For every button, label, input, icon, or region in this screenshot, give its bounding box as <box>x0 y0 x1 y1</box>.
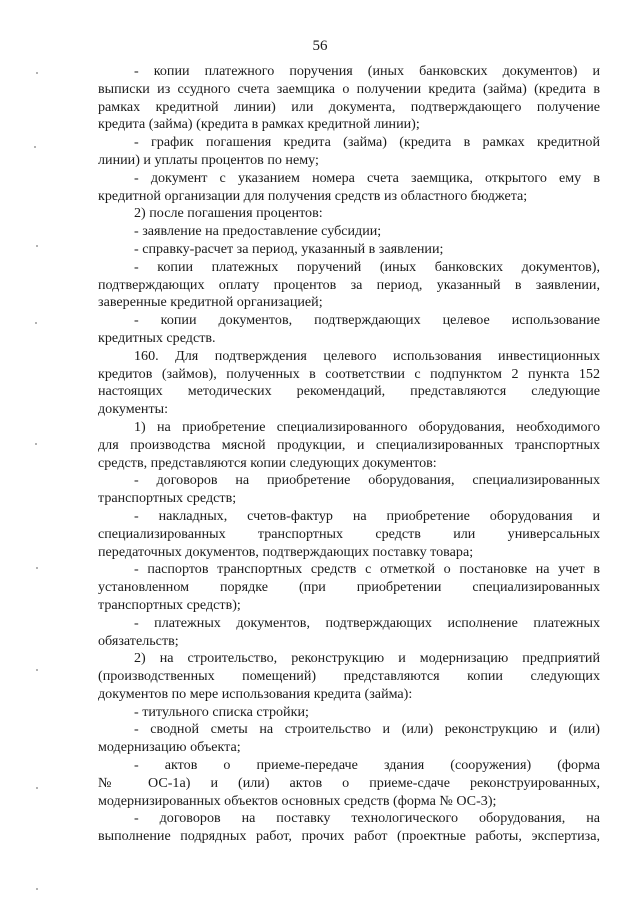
text-line: кредита (займа) (кредита в рамках кредитной линии); <box>98 116 420 133</box>
text-line: кредитных средств. <box>98 329 216 346</box>
text-line: 2) на строительство, реконструкцию и модернизацию предприятий <box>134 650 600 667</box>
text-line: транспортных средств); <box>98 596 241 613</box>
text-line: подтверждающих оплату процентов за период, указанный в заявлении, <box>98 276 600 293</box>
scan-mark <box>35 322 37 324</box>
text-line: документов по мере использования кредита (займа): <box>98 685 413 702</box>
text-line: 2) после погашения процентов: <box>134 205 323 222</box>
text-line: - накладных, счетов-фактур на приобретение оборудования и <box>134 507 600 524</box>
scan-mark <box>36 245 38 247</box>
text-line: кредитов (займов), полученных в соответствии с подпунктом 2 пункта 152 <box>98 365 600 382</box>
text-line: 160. Для подтверждения целевого использования инвестиционных <box>134 347 600 364</box>
text-line: транспортных средств; <box>98 490 237 507</box>
text-line: передаточных документов, подтверждающих поставку товара; <box>98 543 474 560</box>
text-line: - договоров на приобретение оборудования, специализированных <box>134 472 600 489</box>
text-line: модернизированных объектов основных средств (форма № ОС-3); <box>98 792 497 809</box>
text-line: модернизацию объекта; <box>98 739 241 756</box>
text-line: - актов о приеме-передаче здания (сооружения) (форма <box>134 757 600 774</box>
document-body <box>98 63 600 846</box>
text-line: заверенные кредитной организацией; <box>98 294 323 311</box>
text-line: установленном порядке (при приобретении специализированных <box>98 579 600 596</box>
text-line: - копии документов, подтверждающих целевое использование <box>134 312 600 329</box>
text-line: выполнение подрядных работ, прочих работ (проектные работы, экспертиза, <box>98 828 600 845</box>
scan-mark <box>36 787 38 789</box>
text-line: - график погашения кредита (займа) (кредита в рамках кредитной <box>134 134 600 151</box>
scan-mark <box>34 146 36 148</box>
text-line: - платежных документов, подтверждающих исполнение платежных <box>134 614 600 631</box>
scan-mark <box>36 567 38 569</box>
text-line: кредитной организации для получения средств из областного бюджета; <box>98 187 528 204</box>
text-line: - сводной сметы на строительство и (или) реконструкцию и (или) <box>134 721 600 738</box>
scan-mark <box>35 443 37 445</box>
text-line: - копии платежных поручений (иных банковских документов), <box>134 258 600 275</box>
scan-mark <box>36 669 38 671</box>
text-line: - копии платежного поручения (иных банковских документов) и <box>134 63 600 79</box>
margin-scan-marks <box>0 0 60 905</box>
text-line: документы: <box>98 401 168 418</box>
page-number: 56 <box>312 38 328 54</box>
text-line: (производственных помещений) представляются копии следующих <box>98 668 600 685</box>
text-line: - справку-расчет за период, указанный в заявлении; <box>134 240 444 257</box>
text-line: выписки из ссудного счета заемщика о получении кредита (займа) (кредита в <box>98 80 600 97</box>
text-line: средств, представляются копии следующих документов: <box>98 454 437 471</box>
text-line: - документ с указанием номера счета заемщика, открытого ему в <box>134 169 600 186</box>
text-line: - титульного списка стройки; <box>134 703 309 720</box>
scan-mark <box>36 72 38 74</box>
text-line: - заявление на предоставление субсидии; <box>134 223 382 240</box>
text-line: рамках кредитной линии) или документа, подтверждающего получение <box>98 98 600 115</box>
text-line: 1) на приобретение специализированного оборудования, необходимого <box>134 418 600 435</box>
text-line: настоящих методических рекомендаций, представляются следующие <box>98 383 600 400</box>
text-line: линии) и уплаты процентов по нему; <box>98 151 319 168</box>
text-line: обязательств; <box>98 632 179 649</box>
text-line: - паспортов транспортных средств с отметкой о постановке на учет в <box>134 561 600 578</box>
text-line: специализированных транспортных средств или универсальных <box>98 525 600 542</box>
text-line: № ОС-1а) и (или) актов о приеме-сдаче реконструированных, <box>98 774 600 791</box>
text-line: - договоров на поставку технологического оборудования, на <box>134 810 600 827</box>
text-line: для производства мясной продукции, и специализированных транспортных <box>98 436 600 453</box>
scan-mark <box>36 888 38 890</box>
